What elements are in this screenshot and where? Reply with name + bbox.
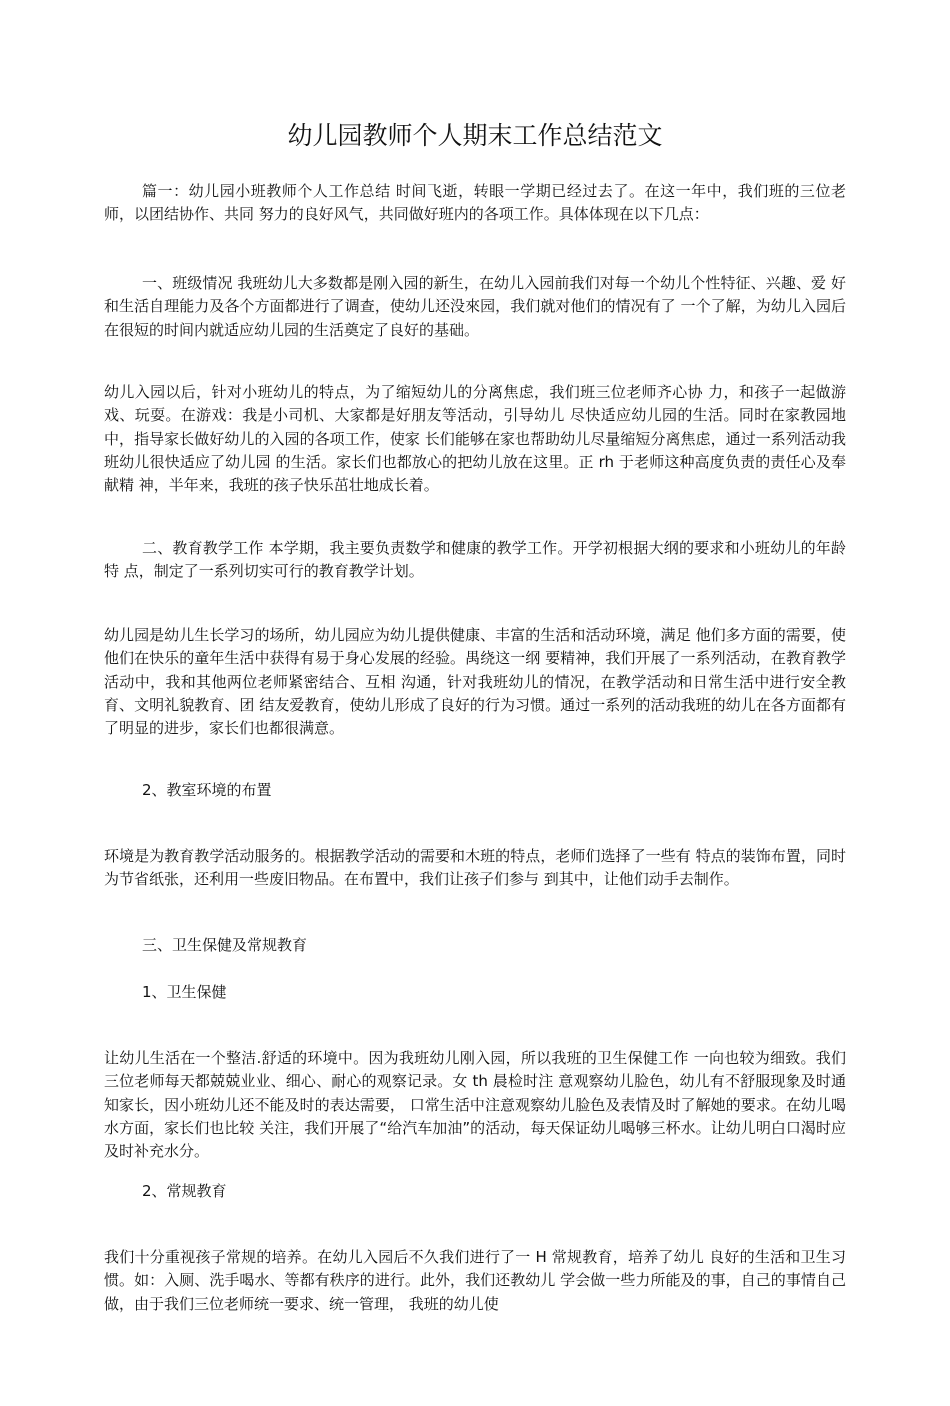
section-heading-hygiene: 1、卫生保健 <box>142 983 227 1001</box>
paragraph-intro: 篇一：幼儿园小班教师个人工作总结 时间飞逝，转眼一学期已经过去了。在这一年中，我们班的三位老师，以团结协作、共同 努力的良好风气，共同做好班内的各项工作。具体体现在以下几点： <box>104 182 846 224</box>
paragraph-teaching-work: 二、教育教学工作 本学期，我主要负责数学和健康的教学工作。开学初根据大纲的要求和小班幼儿的年龄特 点，制定了一系列切实可行的教育教学计划。 <box>104 539 846 581</box>
document-title: 幼儿园教师个人期末工作总结范文 <box>287 121 663 150</box>
paragraph-kindergarten-environment: 幼儿园是幼儿生长学习的场所，幼儿园应为幼儿提供健康、丰富的生活和活动环境，满足 他们多方面的需要，使他们在快乐的童年生活中获得有易于身心发展的经验。禺绕这一纲 要精神，我们开展了一系列活动，在教育教学活动中，我和其他两位老师紧密结合、互相 沟通，针对我班幼儿的情况，在教学活动和日常生活中进行安全教育、文明礼貌教育、团 结友爱教育，使幼儿形成了良好的行为习惯。通过一系列的活动我班的幼儿在各方面都有 了明显的进步，家长们也都很满意。 <box>104 626 846 738</box>
paragraph-adaptation: 幼儿入园以后，针对小班幼儿的特点，为了缩短幼儿的分离焦虑，我们班三位老师齐心协 力，和孩子一起做游戏、玩耍。在游戏：我是小司机、大家都是好朋友等活动，引导幼儿 尽快适应幼儿园的生活。同时在家教园地中，指导家长做好幼儿的入园的各项工作，使家 长们能够在家也帮助幼儿尽量缩短分离焦虑，通过一系列活动我班幼儿很快适应了幼儿园 的生活。家长们也都放心的把幼儿放在这里。正 rh 于老师这种高度负责的责任心及奉献精 神，半年来，我班的孩子快乐茁壮地成长着。 <box>104 383 846 495</box>
section-heading-hygiene-routine: 三、卫生保健及常规教育 <box>142 936 308 954</box>
section-heading-routine: 2、常规教育 <box>142 1182 227 1200</box>
paragraph-routine: 我们十分重视孩子常规的培养。在幼儿入园后不久我们进行了一 H 常规教育，培养了幼儿 良好的生活和卫生习惯。如：入厕、洗手喝水、等都有秩序的进行。此外，我们还教幼儿 学会做一些力所能及的事，自己的事情自己做，由于我们三位老师统一要求、统一管理， 我班的幼儿使 <box>104 1248 846 1313</box>
paragraph-hygiene: 让幼儿生活在一个整洁.舒适的环境中。因为我班幼儿刚入园，所以我班的卫生保健工作 一向也较为细致。我们三位老师每天都兢兢业业、细心、耐心的观察记录。女 th 晨检时注 意观察幼儿脸色，幼儿有不舒服现象及时通知家长，因小班幼儿还不能及时的表达需要， 口常生活中注意观察幼儿脸色及表情及时了解她的要求。在幼儿喝水方面，家长们也比较 关注，我们开展了“给汽车加油”的活动，每天保证幼儿喝够三杯水。让幼儿明白口渴时应 及时补充水分。 <box>104 1049 846 1161</box>
paragraph-classroom-decoration: 环境是为教育教学活动服务的。根据教学活动的需要和木班的特点，老师们选择了一些有 特点的装饰布置，同时为节省纸张，还利用一些废旧物品。在布置中，我们让孩子们参与 到其中，让他们动手去制作。 <box>104 847 846 889</box>
section-heading-classroom: 2、教室环境的布置 <box>142 781 272 799</box>
paragraph-class-situation: 一、班级情况 我班幼儿大多数都是刚入园的新生，在幼儿入园前我们对每一个幼儿个性特征、兴趣、爱 好和生活自理能力及各个方面都进行了调查，使幼儿还没來园，我们就对他们的情况有了 一个了解，为幼儿入园后在很短的时间内就适应幼儿园的生活奠定了良好的基础。 <box>104 274 846 339</box>
